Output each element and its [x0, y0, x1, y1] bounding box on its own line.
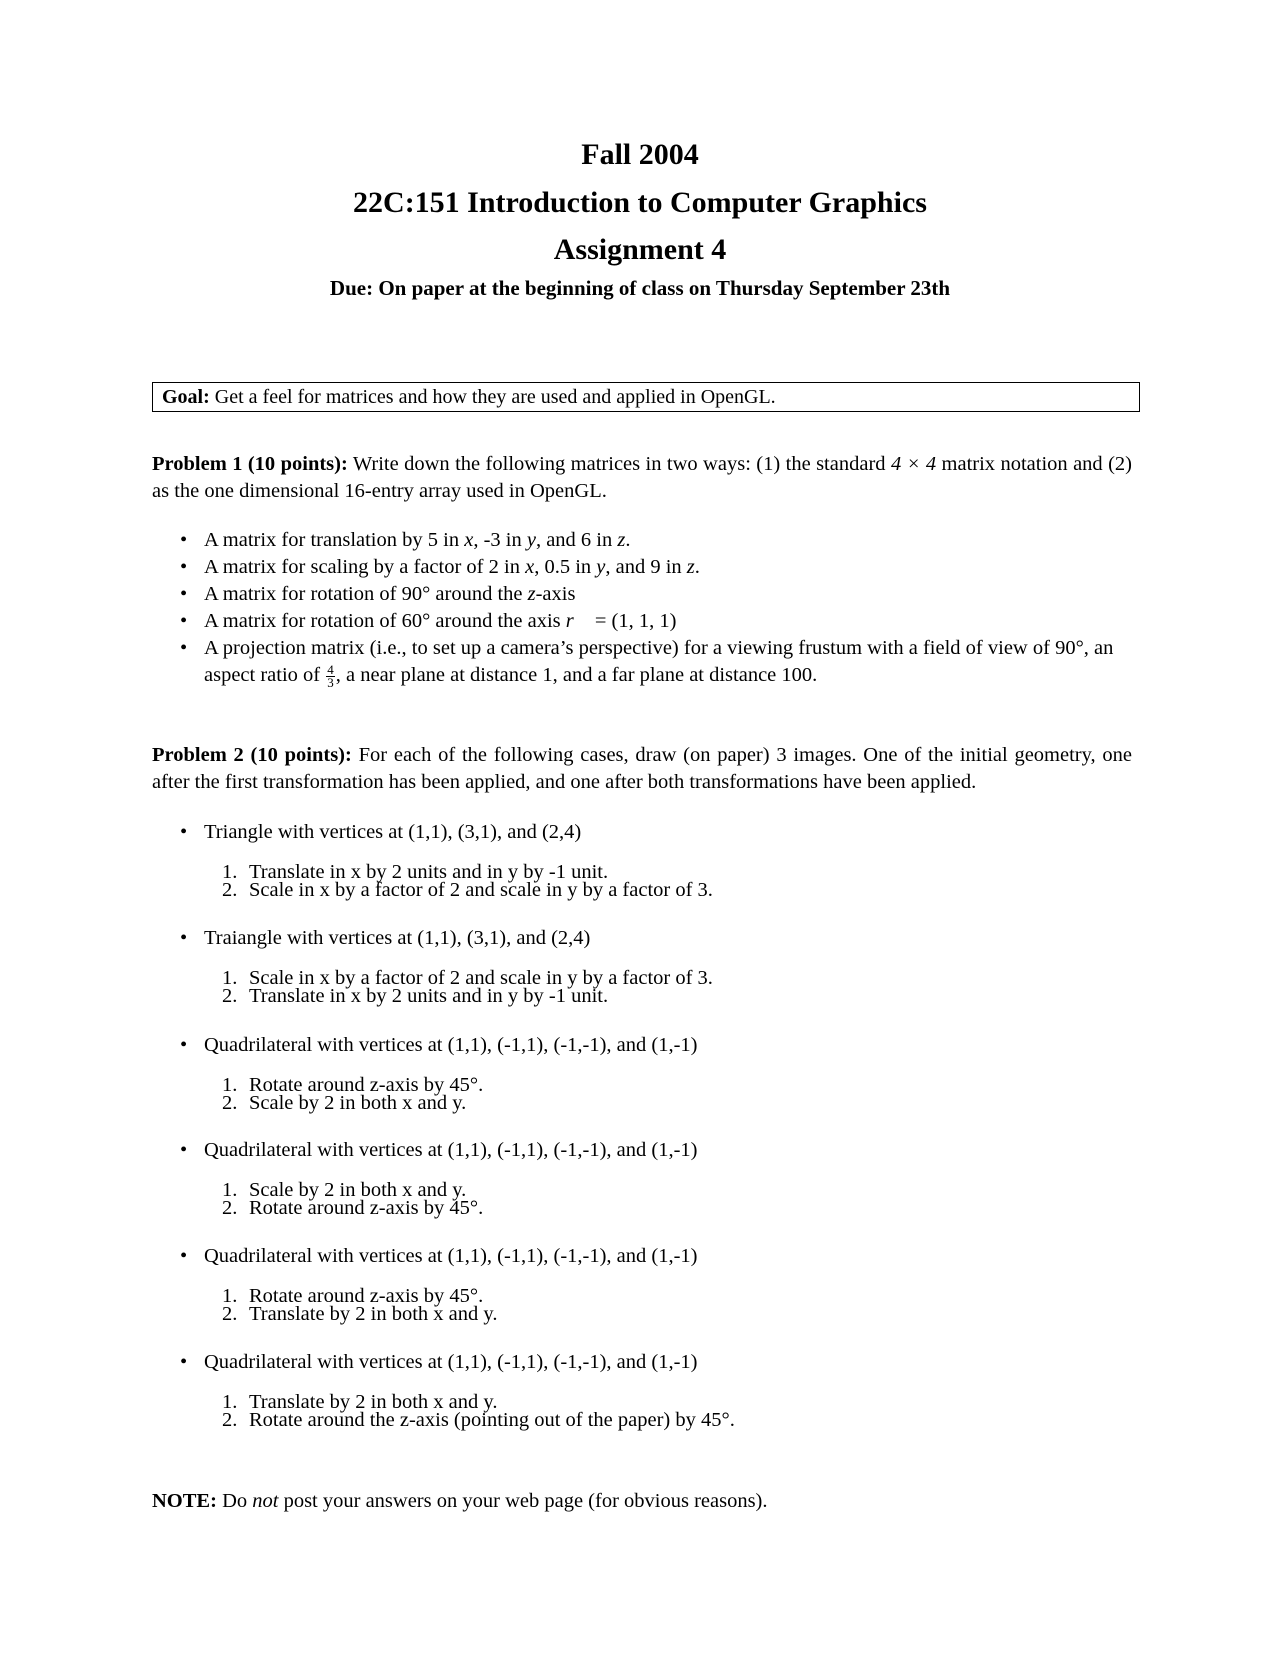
step-item: 2. Rotate around the z-axis (pointing out of the paper) by 45°. — [222, 1409, 735, 1431]
case-title: Traiangle with vertices at (1,1), (3,1), and (2,4) — [204, 927, 591, 949]
case-steps — [222, 1181, 1132, 1217]
case-item — [180, 1032, 1132, 1112]
list-item: • A matrix for translation by 5 in x, -3 in y, and 6 in z. — [180, 527, 1132, 554]
bullet-icon: • — [180, 1245, 188, 1267]
assignment-title: Assignment 4 — [553, 233, 727, 266]
list-item: • A matrix for rotation of 90° around the z-axis — [180, 581, 1132, 608]
note-label: NOTE: — [152, 1490, 217, 1512]
case-title: Quadrilateral with vertices at (1,1), (-1,1), (-1,-1), and (1,-1) — [204, 1034, 698, 1056]
step-item: 1. Scale by 2 in both x and y. — [222, 1179, 467, 1201]
step-item: 2. Translate in x by 2 units and in y by -1 unit. — [222, 985, 609, 1007]
step-item: 1. Scale in x by a factor of 2 and scale in y by a factor of 3. — [222, 967, 713, 989]
goal-text: Get a feel for matrices and how they are used and applied in OpenGL. — [214, 386, 776, 408]
bullet-icon: • — [180, 1139, 188, 1161]
step-item: 2. Rotate around z-axis by 45°. — [222, 1197, 484, 1219]
case-steps — [222, 1393, 1132, 1429]
bullet-icon: • — [180, 1034, 188, 1056]
goal-box — [152, 382, 1140, 412]
case-title: Quadrilateral with vertices at (1,1), (-1,1), (-1,-1), and (1,-1) — [204, 1245, 698, 1267]
case-steps — [222, 1287, 1132, 1323]
step-item: 1. Rotate around z-axis by 45°. — [222, 1285, 484, 1307]
step-item: 1. Translate by 2 in both x and y. — [222, 1391, 498, 1413]
step-item: 1. Rotate around z-axis by 45°. — [222, 1074, 484, 1096]
bullet-icon: • — [180, 529, 188, 551]
bullet-icon: • — [180, 821, 188, 843]
problem-1-label: Problem 1 (10 points): — [152, 453, 348, 475]
case-steps — [222, 863, 1132, 899]
problem-1-statement — [152, 451, 1132, 505]
case-item — [180, 819, 1132, 899]
term-heading: Fall 2004 — [581, 138, 699, 171]
problem-2-statement — [152, 742, 1132, 796]
goal-label: Goal: — [162, 386, 210, 408]
step-item: 2. Scale by 2 in both x and y. — [222, 1092, 467, 1114]
problem-1-text-a: Write down the following matrices in two ways: (1) the standard — [352, 453, 891, 475]
due-date: Due: On paper at the beginning of class on Thursday September 23th — [329, 276, 951, 300]
problem-2-label: Problem 2 (10 points): — [152, 744, 352, 766]
problem-1-dims: 4 × 4 — [890, 453, 937, 475]
case-title: Triangle with vertices at (1,1), (3,1), and (2,4) — [204, 821, 582, 843]
case-steps — [222, 969, 1132, 1005]
note-emphasis: not — [252, 1490, 279, 1512]
problem-1-text-b: matrix notation and (2) as the one dimensional 16-entry array used in OpenGL. — [152, 453, 1132, 502]
bullet-icon: • — [180, 610, 188, 632]
case-item — [180, 1243, 1132, 1323]
problem-1-list — [180, 527, 1132, 689]
step-item: 2. Translate by 2 in both x and y. — [222, 1303, 498, 1325]
list-item: • A projection matrix (i.e., to set up a camera’s perspective) for a viewing frustum with a field of view of 90°, an aspect ratio of $\frac{4}{3}$ , a near plane at distance 1, and a far plane at distance 100. — [180, 637, 1114, 690]
step-item: 2. Scale in x by a factor of 2 and scale in y by a factor of 3. — [222, 879, 713, 901]
bullet-icon: • — [180, 583, 188, 605]
case-item — [180, 925, 1132, 1005]
step-item: 1. Translate in x by 2 units and in y by -1 unit. — [222, 861, 609, 883]
bullet-icon: • — [180, 637, 188, 659]
list-item: • A matrix for rotation of 60° around the axis r⃗ = (1, 1, 1) — [180, 608, 1132, 635]
bullet-icon: • — [180, 556, 188, 578]
case-title: Quadrilateral with vertices at (1,1), (-1,1), (-1,-1), and (1,-1) — [204, 1351, 698, 1373]
case-title: Quadrilateral with vertices at (1,1), (-1,1), (-1,-1), and (1,-1) — [204, 1139, 698, 1161]
case-item — [180, 1349, 1132, 1429]
note: NOTE: Do not post your answers on your web page (for obvious reasons). — [152, 1490, 768, 1512]
list-item: • A matrix for scaling by a factor of 2 in x, 0.5 in y, and 9 in z. — [180, 554, 1132, 581]
bullet-icon: • — [180, 1351, 188, 1373]
course-title: 22C:151 Introduction to Computer Graphics — [353, 186, 927, 219]
bullet-icon: • — [180, 927, 188, 949]
case-item — [180, 1137, 1132, 1217]
problem-2-text: For each of the following cases, draw (on paper) 3 images. One of the initial geometry, one after the first transformation has been applied, and one after both transformations have been applied. — [152, 744, 1133, 793]
fraction: $\frac{4}{3}$ — [327, 661, 334, 690]
case-steps — [222, 1076, 1132, 1112]
